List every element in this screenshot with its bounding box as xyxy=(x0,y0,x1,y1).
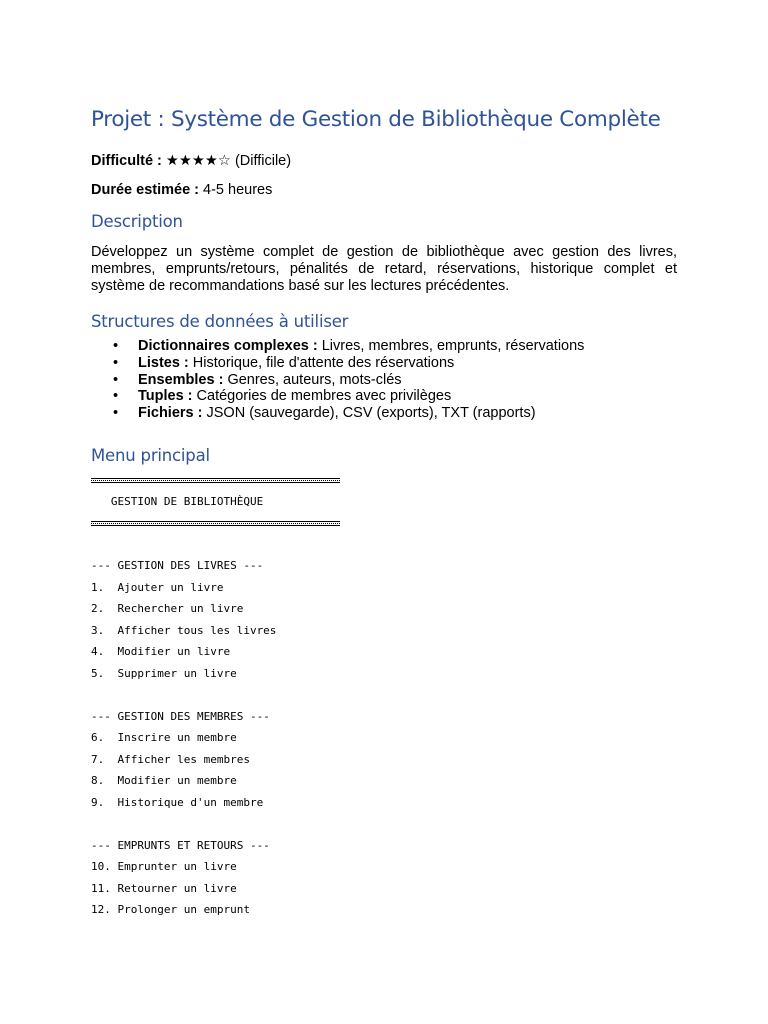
menu-item: 3. Afficher tous les livres xyxy=(91,623,277,637)
bullet-icon: • xyxy=(113,388,119,405)
divider xyxy=(91,521,340,526)
menu-item: 2. Rechercher un livre xyxy=(91,602,244,615)
bullet-icon: • xyxy=(113,405,119,422)
menu-item: 12. Prolonger un emprunt xyxy=(91,903,250,916)
duration-value: 4-5 heures xyxy=(199,182,273,198)
list-item-text: Genres, auteurs, mots-clés xyxy=(223,371,402,388)
description-text: Développez un système complet de gestion de bibliothèque avec gestion des livres, membres, emprunts/retours, pénalités de retard, réservations, historique complet et système de recommandations basé sur les lectures précédentes. xyxy=(91,244,677,294)
list-item-label: Fichiers : xyxy=(138,405,203,422)
menu-item: 9. Historique d'un membre xyxy=(91,795,264,809)
menu-item: 10. Emprunter un livre xyxy=(91,860,237,873)
list-item-label: Dictionnaires complexes : xyxy=(138,338,318,354)
list-item-text: Historique, file d'attente des réservations xyxy=(188,354,455,371)
description-heading: Description xyxy=(91,212,183,231)
structures-heading: Structures de données à utiliser xyxy=(91,312,349,331)
list-item xyxy=(91,355,584,372)
list-item-text: Catégories de membres avec privilèges xyxy=(192,388,452,405)
divider xyxy=(91,478,340,483)
difficulty-label: Difficulté : xyxy=(91,153,162,169)
list-item xyxy=(91,405,584,422)
bullet-icon: • xyxy=(113,338,119,354)
menu-section-title: --- GESTION DES LIVRES --- xyxy=(91,559,264,572)
list-item xyxy=(91,338,584,355)
menu-item: 8. Modifier un membre xyxy=(91,774,237,787)
menu-item: 6. Inscrire un membre xyxy=(91,731,237,744)
menu-item: 7. Afficher les membres xyxy=(91,752,250,766)
menu-item: 5. Supprimer un livre xyxy=(91,666,237,680)
list-item xyxy=(91,388,584,405)
menu-code-block xyxy=(91,470,340,921)
menu-section-title: --- EMPRUNTS ET RETOURS --- xyxy=(91,838,270,852)
bullet-icon: • xyxy=(113,371,119,388)
menu-section-title: --- GESTION DES MEMBRES --- xyxy=(91,709,270,723)
menu-item: 1. Ajouter un livre xyxy=(91,580,224,594)
list-item-text: Livres, membres, emprunts, réservations xyxy=(317,338,585,354)
menu-banner: GESTION DE BIBLIOTHÈQUE xyxy=(91,495,264,508)
menu-item: 11. Retourner un livre xyxy=(91,881,237,895)
bullet-icon: • xyxy=(113,354,119,371)
difficulty-value: ★★★★☆ (Difficile) xyxy=(161,153,292,169)
list-item-label: Listes : xyxy=(138,354,189,371)
structures-list xyxy=(91,338,584,422)
document-title: Projet : Système de Gestion de Bibliothèque Complète xyxy=(91,107,661,132)
list-item-label: Ensembles : xyxy=(138,371,224,388)
menu-item: 4. Modifier un livre xyxy=(91,645,231,658)
duration-label: Durée estimée : xyxy=(91,182,199,198)
menu-heading: Menu principal xyxy=(91,446,210,465)
duration-line xyxy=(91,182,272,198)
list-item xyxy=(91,372,584,389)
list-item-text: JSON (sauvegarde), CSV (exports), TXT (rapports) xyxy=(202,405,536,422)
list-item-label: Tuples : xyxy=(138,388,193,405)
difficulty-line xyxy=(91,153,291,169)
